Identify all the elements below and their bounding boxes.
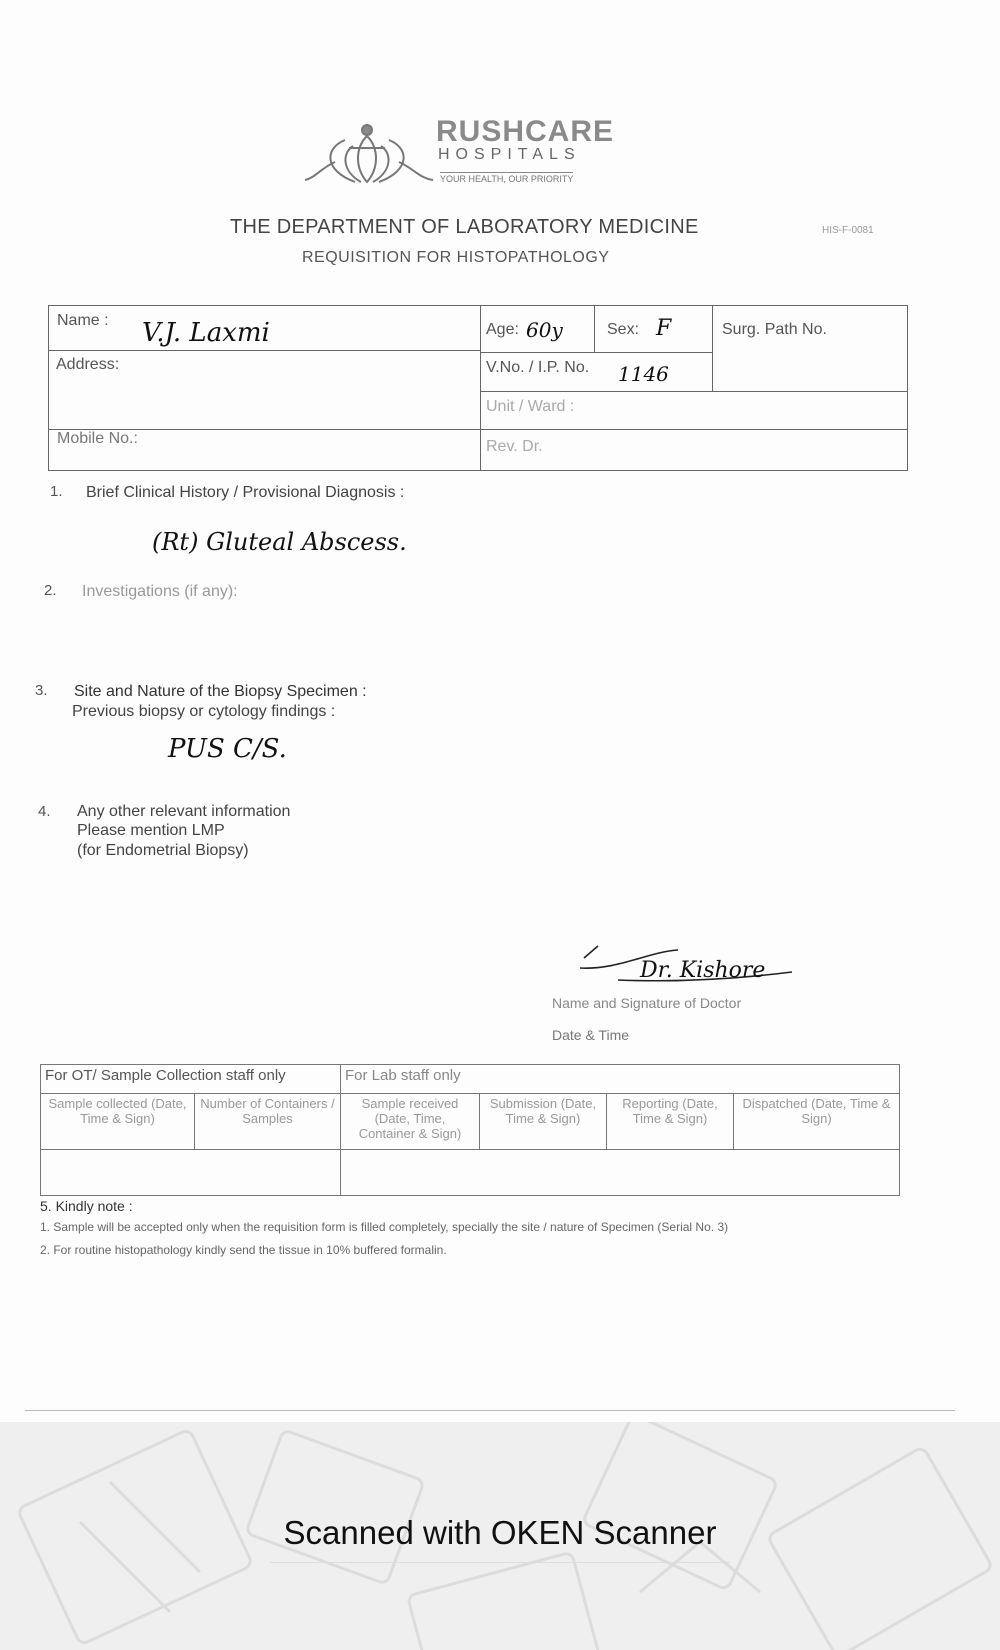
doctor-signature-value: Dr. Kishore [640,958,766,983]
form-title: REQUISITION FOR HISTOPATHOLOGY [302,249,610,266]
date-time-label: Date & Time [552,1027,630,1043]
grid-line [48,429,908,430]
clinical-history-value: (Rt) Gluteal Abscess. [152,528,407,556]
age-label: Age: [486,321,519,338]
grid-line [480,391,908,392]
grid-line [594,305,595,352]
endometrial-label: (for Endometrial Biopsy) [77,842,249,859]
section-3-number: 3. [35,682,48,699]
mobile-label: Mobile No.: [57,430,138,447]
grid-line [48,305,49,470]
previous-findings-value: PUS C/S. [168,734,287,764]
bottom-rule [25,1410,955,1411]
name-value: V.J. Laxmi [142,318,270,348]
lab-staff-header: For Lab staff only [341,1065,900,1094]
grid-line [48,470,908,471]
column-header: Reporting (Date, Time & Sign) [607,1094,734,1150]
column-header: Sample collected (Date, Time & Sign) [41,1094,195,1150]
scanner-footer [0,1422,1000,1650]
lab-staff-cell [341,1150,900,1196]
signature-label: Name and Signature of Doctor [552,995,742,1011]
address-label: Address: [56,356,120,373]
ot-staff-header: For OT/ Sample Collection staff only [41,1065,341,1094]
grid-line [480,352,712,353]
hospital-name: RUSHCARE [436,115,615,148]
staff-use-table [40,1064,900,1196]
column-header: Dispatched (Date, Time & Sign) [734,1094,900,1150]
unit-ward-label: Unit / Ward : [486,398,575,415]
lmp-label: Please mention LMP [77,822,225,839]
lotus-logo-icon [305,118,435,186]
kindly-note-title: 5. Kindly note : [40,1198,133,1214]
grid-line [907,305,908,470]
rev-dr-label: Rev. Dr. [486,438,543,455]
vno-label: V.No. / I.P. No. [486,359,590,376]
sex-value: F [656,316,672,341]
grid-line [712,305,713,391]
note-item: 1. Sample will be accepted only when the requisition form is filled completely, specially the site / nature of Specimen (Serial No. 3) [40,1220,729,1234]
section-1-number: 1. [50,483,63,500]
vno-value: 1146 [618,362,669,386]
column-header: Sample received (Date, Time, Container & Sign) [341,1094,480,1150]
hospital-tagline: YOUR HEALTH, OUR PRIORITY [440,174,574,184]
investigations-label: Investigations (if any): [82,583,238,600]
scanner-watermark-text: Scanned with OKEN Scanner [283,1514,717,1551]
note-item: 2. For routine histopathology kindly send the tissue in 10% buffered formalin. [40,1243,447,1257]
age-value: 60y [526,318,563,342]
column-header: Number of Containers / Samples [195,1094,341,1150]
ot-staff-cell [41,1150,341,1196]
grid-line [48,350,480,351]
other-info-label: Any other relevant information [77,803,291,820]
section-2-number: 2. [44,582,57,599]
name-label: Name : [57,312,109,329]
grid-line [480,305,481,470]
biopsy-site-label: Site and Nature of the Biopsy Specimen : [74,683,367,700]
grid-line [48,305,908,306]
surg-path-label: Surg. Path No. [722,321,827,338]
clinical-history-label: Brief Clinical History / Provisional Diagnosis : [86,484,405,501]
sex-label: Sex: [607,321,640,338]
form-code: HIS-F-0081 [822,225,874,236]
previous-findings-label: Previous biopsy or cytology findings : [72,703,336,720]
department-title: THE DEPARTMENT OF LABORATORY MEDICINE [230,216,699,238]
column-header: Submission (Date, Time & Sign) [480,1094,607,1150]
footer-rule [270,1562,730,1563]
hospital-subtitle: HOSPITALS [438,146,581,163]
section-4-number: 4. [38,803,51,820]
